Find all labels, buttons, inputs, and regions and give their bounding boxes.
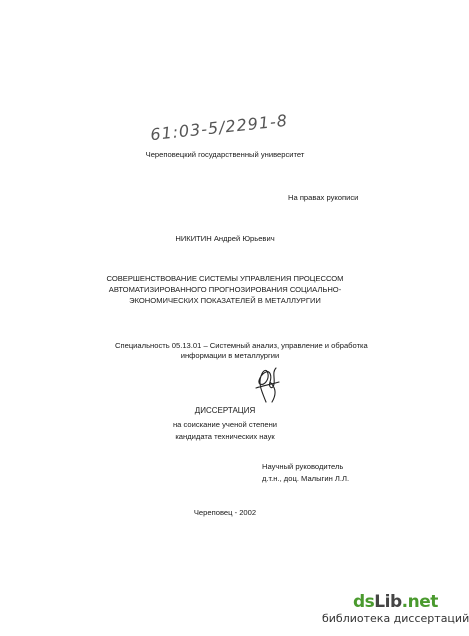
manuscript-rights-note: На правах рукописи	[288, 193, 359, 202]
specialty-line: Специальность 05.13.01 – Системный анализ, управление и обработка	[115, 341, 368, 350]
author-name: НИКИТИН Андрей Юрьевич	[175, 234, 275, 243]
handwritten-archive-number: 61:03-5/2291-8	[149, 110, 289, 145]
logo-part: ds	[353, 592, 375, 612]
supervisor-label: Научный руководитель	[262, 462, 344, 471]
signature-icon	[252, 362, 282, 406]
title-line: СОВЕРШЕНСТВОВАНИЕ СИСТЕМЫ УПРАВЛЕНИЯ ПРОЦЕССОМ	[106, 274, 344, 283]
logo-part: .net	[401, 592, 438, 612]
dissertation-heading: ДИССЕРТАЦИЯ	[194, 406, 256, 415]
university-name: Череповецкий государственный университет	[145, 150, 305, 159]
dslib-logo[interactable]	[353, 592, 438, 612]
supervisor-name: д.т.н., доц. Малыгин Л.Л.	[262, 474, 350, 483]
city-year: Череповец - 2002	[193, 508, 257, 517]
degree-line: на соискание ученой степени	[172, 420, 278, 429]
dissertation-title	[100, 273, 350, 306]
title-line: ЭКОНОМИЧЕСКИХ ПОКАЗАТЕЛЕЙ В МЕТАЛЛУРГИИ	[129, 296, 321, 305]
specialty-line: информации в металлургии	[180, 351, 280, 360]
degree-line: кандидата технических наук	[175, 432, 275, 441]
dslib-subtitle: библиотека диссертаций	[322, 612, 469, 625]
logo-part: Lib	[374, 592, 402, 612]
specialty	[115, 341, 368, 361]
title-line: АВТОМАТИЗИРОВАННОГО ПРОГНОЗИРОВАНИЯ СОЦИАЛЬНО-	[108, 285, 342, 294]
